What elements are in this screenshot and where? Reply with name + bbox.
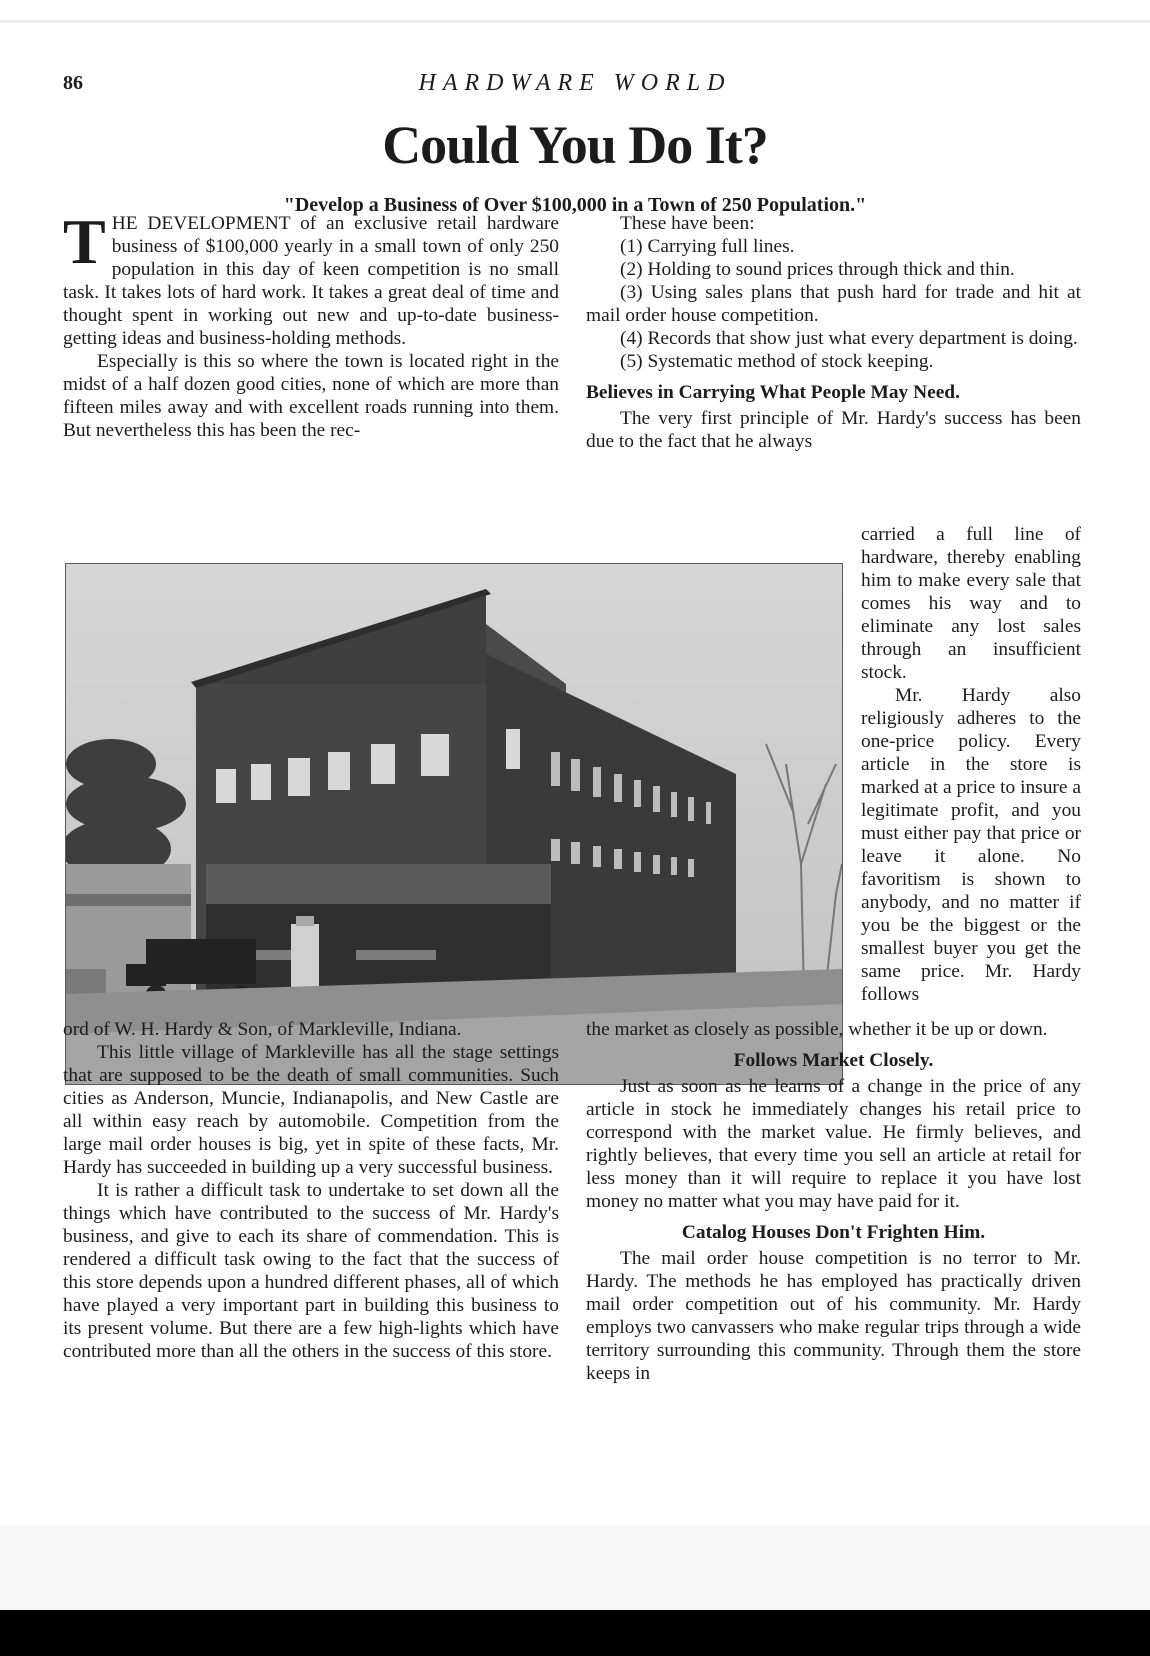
section-heading: Catalog Houses Don't Frighten Him. — [681, 1222, 986, 1243]
paragraph: This little village of Markleville has all the stage settings that are supposed to be the death of small communities. Such cities as Anderson, Muncie, Indianapolis, and New Castle are all within easy reach by automobile. Competition from the large mail order houses is big, yet in spite of these facts, Mr. Hardy has succeeded in building up a very successful business. — [63, 1042, 559, 1178]
article-subtitle: "Develop a Business of Over $100,000 in a Town of 250 Population." — [283, 194, 867, 216]
right-narrow-column — [861, 523, 1081, 1006]
paragraph: Mr. Hardy also religiously adheres to the one-price policy. Every article in the store is marked at a price to insure a legitimate profit, and you must either pay that price or leave it alone. No favoritism is shown to anybody, and no matter if you be the biggest or the smallest buyer you get the same price. Mr. Hardy follows — [861, 685, 1081, 1005]
paragraph: carried a full line of hardware, thereby enabling him to make every sale that comes his way and to eliminate any lost sales through an insufficient stock. — [861, 524, 1081, 683]
list-intro: These have been: — [620, 213, 755, 234]
paragraph: Just as soon as he learns of a change in the price of any article in stock he immediately changes his retail price to correspond with the market value. He firmly believes, and rightly believes, that every time you sell an article at retail for less money than it will require to replace it you have lost money no matter what you may have paid for it. — [586, 1076, 1081, 1212]
building-photo-illustration — [66, 564, 842, 1084]
paragraph: ord of W. H. Hardy & Son, of Markleville, Indiana. — [63, 1019, 462, 1040]
document-page — [0, 24, 1150, 1610]
top-divider — [0, 20, 1150, 23]
paragraph: The mail order house competition is no terror to Mr. Hardy. The methods he has employed has practically driven mail order competition out of his community. Mr. Hardy employs two canvassers who make regular trips through a wide territory surrounding this community. Through them the store keeps in — [586, 1248, 1081, 1384]
right-column-top — [586, 212, 1081, 453]
list-item: (3) Using sales plans that push hard for trade and hit at mail order house competition. — [586, 282, 1081, 326]
intro-paragraph — [63, 206, 559, 350]
list-item: (1) Carrying full lines. — [620, 236, 795, 257]
section-heading: Believes in Carrying What People May Need. — [586, 382, 960, 403]
left-column-bottom — [63, 1018, 559, 1363]
paragraph: the market as closely as possible, whether it be up or down. — [586, 1019, 1048, 1040]
paragraph: It is rather a difficult task to undertake to set down all the things which have contributed to the success of Mr. Hardy's business, and give to each its share of commendation. This is rendered a difficult task owing to the fact that the success of this store depends upon a hundred different phases, all of which have played a very important part in building this business to its present volume. But there are a few high-lights which have contributed more than all the others in the success of this store. — [63, 1180, 559, 1362]
section-heading: Follows Market Closely. — [733, 1050, 934, 1071]
list-item: (2) Holding to sound prices through thick and thin. — [620, 259, 1015, 280]
system-navigation-bar — [0, 1610, 1150, 1656]
page-number: 86 — [63, 72, 83, 94]
left-column-top — [63, 206, 559, 442]
scroll-fade-overlay — [0, 1525, 1150, 1610]
drop-cap: T — [63, 206, 106, 277]
list-item: (4) Records that show just what every department is doing. — [620, 328, 1078, 349]
paragraph: Especially is this so where the town is located right in the midst of a half dozen good cities, none of which are more than fifteen miles away and with excellent roads running into them. But nevertheless this has been the rec- — [63, 351, 559, 441]
store-photograph — [65, 563, 843, 1085]
article-title: Could You Do It? — [382, 115, 768, 175]
right-column-bottom — [586, 1018, 1081, 1385]
paragraph: The very first principle of Mr. Hardy's success has been due to the fact that he always — [586, 408, 1081, 452]
running-head: HARDWARE WORLD — [418, 70, 732, 96]
intro-text: HE DEVELOPMENT of an exclusive retail hardware business of $100,000 yearly in a small town of only 250 population in this day of keen competition is no small task. It takes lots of hard work. It takes a great deal of time and thought spent in working out new and up-to-date business-getting ideas and business-holding methods. — [63, 213, 559, 349]
list-item: (5) Systematic method of stock keeping. — [620, 351, 934, 372]
